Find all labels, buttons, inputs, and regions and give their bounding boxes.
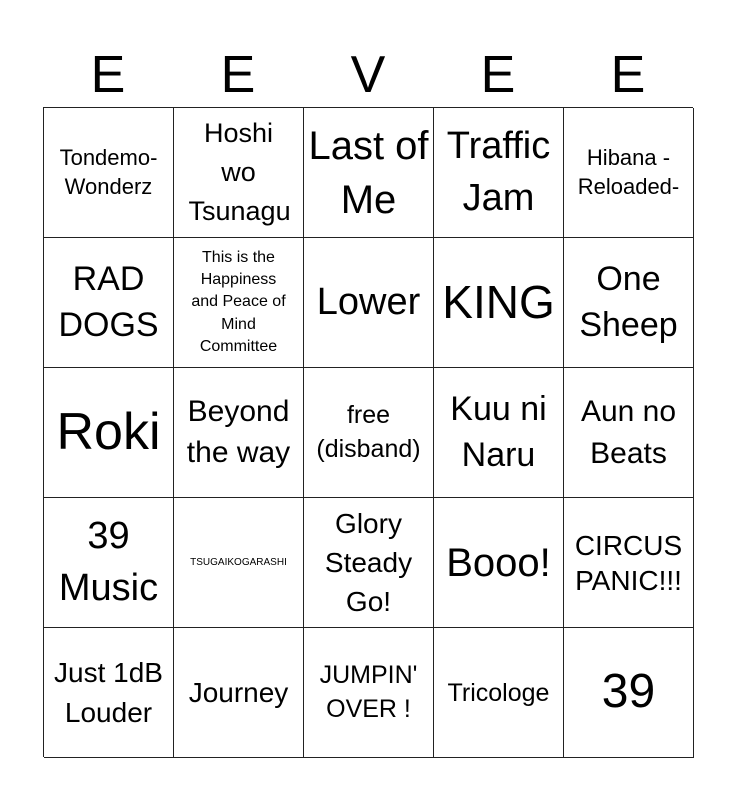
bingo-cell-r4c4[interactable] <box>434 498 564 628</box>
bingo-cell-r5c1[interactable] <box>44 628 174 758</box>
cell-label: Journey <box>188 676 289 708</box>
bingo-cell-r3c3[interactable] <box>304 368 434 498</box>
cell-label: Last of Me <box>308 123 429 222</box>
bingo-cell-r5c5[interactable] <box>564 628 694 758</box>
cell-label: Just 1dB Louder <box>54 657 163 728</box>
cell-label: Traffic Jam <box>446 125 551 219</box>
cell-label: TSUGAIKOGARASHI <box>190 557 287 568</box>
header-letter-3: V <box>350 46 386 104</box>
cell-label: RAD DOGS <box>58 259 159 344</box>
bingo-cell-r4c5[interactable] <box>564 498 694 628</box>
cell-label: Lower <box>316 280 421 323</box>
cell-label: JUMPIN' OVER ! <box>319 660 418 723</box>
cell-label: 39 <box>601 665 656 719</box>
header-letter-5: E <box>610 46 646 104</box>
cell-label: Glory Steady Go! <box>324 507 413 618</box>
cell-label: Aun no Beats <box>580 394 677 470</box>
bingo-cell-r4c2[interactable] <box>174 498 304 628</box>
cell-label: free (disband) <box>316 400 421 463</box>
header-letter-4: E <box>480 46 516 104</box>
cell-label: 39 Music <box>58 515 159 609</box>
bingo-cell-r5c3[interactable] <box>304 628 434 758</box>
bingo-cell-r4c1[interactable] <box>44 498 174 628</box>
cell-label: Hibana -Reloaded- <box>577 144 680 199</box>
cell-label: Tricologe <box>447 678 550 707</box>
bingo-cell-r1c1[interactable] <box>44 108 174 238</box>
bingo-cell-r5c4[interactable] <box>434 628 564 758</box>
bingo-cell-r4c3[interactable] <box>304 498 434 628</box>
cell-label: Booo! <box>446 540 551 585</box>
bingo-cell-r2c3[interactable] <box>304 238 434 368</box>
cell-label: Roki <box>56 402 161 461</box>
bingo-header <box>43 44 693 106</box>
bingo-cell-r1c2[interactable] <box>174 108 304 238</box>
bingo-cell-r1c5[interactable] <box>564 108 694 238</box>
cell-label: CIRCUS PANIC!!! <box>574 529 683 596</box>
cell-label: This is the Happiness and Peace of Mind Committee <box>191 248 286 356</box>
bingo-cell-r2c2[interactable] <box>174 238 304 368</box>
cell-label: KING <box>442 276 555 329</box>
cell-label: Hoshi wo Tsunagu <box>188 117 291 227</box>
bingo-board <box>43 107 693 757</box>
header-letter-1: E <box>90 46 126 104</box>
bingo-cell-r1c4[interactable] <box>434 108 564 238</box>
cell-label: Kuu ni Naru <box>450 389 547 474</box>
cell-label: Tondemo-Wonderz <box>59 144 158 199</box>
bingo-cell-r3c1[interactable] <box>44 368 174 498</box>
bingo-cell-r5c2[interactable] <box>174 628 304 758</box>
bingo-cell-r3c5[interactable] <box>564 368 694 498</box>
header-letter-2: E <box>220 46 256 104</box>
cell-label: One Sheep <box>579 259 678 344</box>
bingo-cell-r3c4[interactable] <box>434 368 564 498</box>
cell-label: Beyond the way <box>186 395 291 469</box>
bingo-cell-r1c3[interactable] <box>304 108 434 238</box>
bingo-cell-r2c5[interactable] <box>564 238 694 368</box>
bingo-cell-r2c4[interactable] <box>434 238 564 368</box>
bingo-cell-r3c2[interactable] <box>174 368 304 498</box>
bingo-cell-r2c1[interactable] <box>44 238 174 368</box>
